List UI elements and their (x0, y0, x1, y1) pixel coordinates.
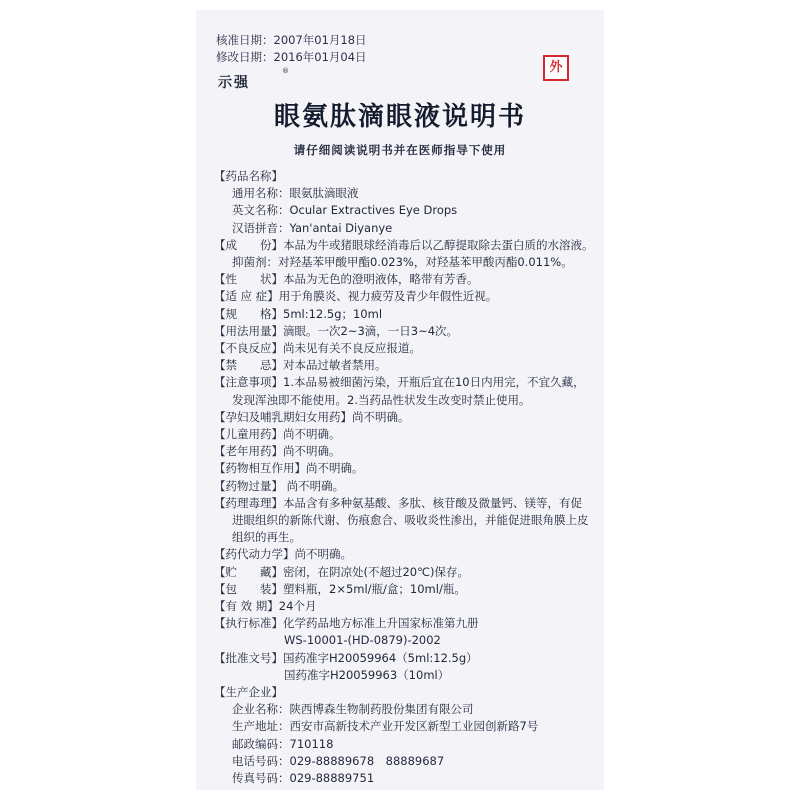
line-indications: 【适 应 症】用于角膜炎、视力疲劳及青少年假性近视。 (214, 289, 498, 304)
approval-date: 核准日期：2007年01月18日 (216, 33, 367, 47)
line-postal-code: 邮政编码：710118 (232, 736, 334, 751)
line-pharmacology-3: 组织的再生。 (232, 530, 301, 545)
line-approval-1: 【批准文号】国药准字H20059964（5ml:12.5g） (214, 650, 478, 665)
line-pharmacokinetics: 【药代动力学】尚不明确。 (214, 547, 352, 562)
line-pinyin: 汉语拼音：Yan'antai Diyanye (232, 220, 393, 235)
line-company-address: 生产地址：西安市高新技术产业开发区新型工业园创新路7号 (232, 719, 539, 734)
brand-logo: 示强 (218, 75, 250, 91)
line-ingredients: 【成 份】本品为牛或猪眼球经消毒后以乙醇提取除去蛋白质的水溶液。 (214, 237, 594, 252)
line-pharmacology-2: 进眼组织的新陈代谢、伤痕愈合、吸收炎性渗出，并能促进眼角膜上皮 (232, 513, 589, 527)
line-adverse-reactions: 【不良反应】尚未见有关不良反应报道。 (214, 341, 421, 355)
line-standard-2: WS-10001-(HD-0879)-2002 (284, 633, 441, 648)
line-specification: 【规 格】5ml:12.5g；10ml (214, 306, 383, 321)
line-standard-1: 【执行标准】化学药品地方标准上升国家标准第九册 (214, 616, 479, 631)
line-precautions-2: 发现浑浊即不能使用。2.当药品性状发生改变时禁止使用。 (232, 392, 531, 407)
line-english-name: 英文名称：Ocular Extractives Eye Drops (232, 203, 458, 218)
line-generic-name: 通用名称：眼氨肽滴眼液 (232, 186, 359, 201)
line-pharmacology-1: 【药理毒理】本品含有多种氨基酸、多肽、核苷酸及微量钙、镁等，有促 (214, 495, 582, 510)
line-contraindications: 【禁 忌】对本品过敏者禁用。 (214, 358, 387, 373)
line-overdose: 【药物过量】 尚不明确。 (214, 478, 345, 493)
revision-date: 修改日期：2016年01月04日 (216, 50, 367, 64)
line-precautions-1: 【注意事项】1.本品易被细菌污染，开瓶后宜在10日内用完，不宜久藏， (214, 375, 585, 390)
line-pregnancy: 【孕妇及哺乳期妇女用药】尚不明确。 (214, 409, 410, 424)
line-dosage: 【用法用量】滴眼。一次2~3滴，一日3~4次。 (214, 323, 459, 338)
external-use-badge: 外 (543, 55, 569, 81)
line-phone: 电话号码：029-88889678 88889687 (232, 753, 445, 768)
line-appearance: 【性 状】本品为无色的澄明液体，略带有芳香。 (214, 272, 479, 287)
package-insert-sheet (196, 10, 604, 790)
line-interactions: 【药物相互作用】尚不明确。 (214, 461, 364, 476)
document-subtitle: 请仔细阅读说明书并在医师指导下使用 (293, 143, 507, 157)
document-title: 眼氨肽滴眼液说明书 (273, 102, 526, 132)
line-preservative: 抑菌剂：对羟基苯甲酸甲酯0.023%，对羟基苯甲酸丙酯0.011%。 (232, 255, 573, 269)
line-company-name: 企业名称：陕西博森生物制药股份集团有限公司 (232, 702, 474, 717)
line-approval-2: 国药准字H20059963（10ml） (284, 667, 450, 682)
date-block (216, 32, 367, 66)
line-pediatric: 【儿童用药】尚不明确。 (214, 427, 341, 441)
line-geriatric: 【老年用药】尚不明确。 (214, 444, 341, 459)
line-storage: 【贮 藏】密闭，在阴凉处(不超过20℃)保存。 (214, 564, 470, 579)
line-drug-name-heading: 【药品名称】 (214, 169, 283, 183)
registered-mark: ® (282, 67, 289, 75)
line-manufacturer-heading: 【生产企业】 (214, 685, 283, 699)
line-shelf-life: 【有 效 期】24个月 (214, 599, 317, 613)
line-packaging: 【包 装】塑料瓶，2×5ml/瓶/盒；10ml/瓶。 (214, 581, 466, 596)
line-fax: 传真号码：029-88889751 (232, 771, 375, 785)
